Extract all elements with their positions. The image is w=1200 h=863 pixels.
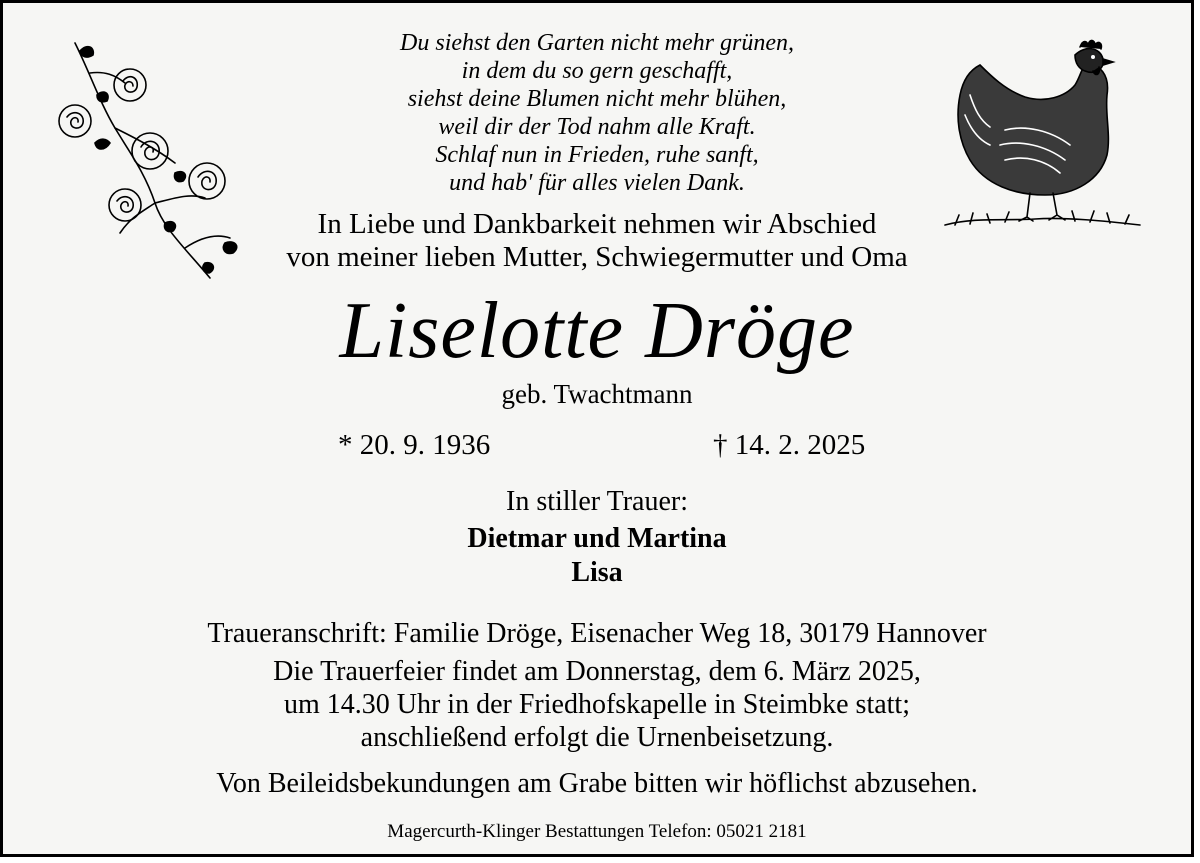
- memorial-poem: [3, 29, 1191, 197]
- ceremony-line-3: anschließend erfolgt die Urnenbeisetzung.: [360, 722, 834, 753]
- mourners-line-2: Lisa: [571, 557, 623, 588]
- mourners-line-1: Dietmar und Martina: [467, 523, 727, 554]
- birth-name: geb. Twachtmann: [501, 379, 693, 409]
- death-date: † 14. 2. 2025: [713, 429, 866, 461]
- intro-line-1: In Liebe und Dankbarkeit nehmen wir Abschied: [317, 208, 877, 240]
- poem-line: und hab' für alles vielen Dank.: [449, 170, 745, 196]
- poem-line: in dem du so gern geschafft,: [461, 58, 733, 84]
- ceremony-line-1: Die Trauerfeier findet am Donnerstag, dem 6. März 2025,: [273, 656, 921, 687]
- farewell-intro: [3, 208, 1191, 274]
- condolence-request: Von Beileidsbekundungen am Grabe bitten wir höflichst abzusehen.: [216, 768, 978, 799]
- poem-line: Du siehst den Garten nicht mehr grünen,: [400, 30, 794, 56]
- ceremony-line-2: um 14.30 Uhr in der Friedhofskapelle in Steimbke statt;: [283, 689, 910, 720]
- poem-line: siehst deine Blumen nicht mehr blühen,: [407, 86, 787, 112]
- ceremony-info: [3, 655, 1191, 754]
- intro-line-2: von meiner lieben Mutter, Schwiegermutter und Oma: [286, 241, 908, 273]
- birth-date: * 20. 9. 1936: [338, 429, 491, 461]
- mourning-label: In stiller Trauer:: [506, 486, 688, 517]
- mourning-address: Traueranschrift: Familie Dröge, Eisenacher Weg 18, 30179 Hannover: [207, 618, 987, 649]
- poem-line: Schlaf nun in Frieden, ruhe sanft,: [435, 142, 759, 168]
- funeral-home-footer: Magercurth-Klinger Bestattungen Telefon: 05021 2181: [387, 821, 807, 842]
- deceased-name: Liselotte Dröge: [339, 287, 855, 375]
- mourners-list: [3, 522, 1191, 590]
- poem-line: weil dir der Tod nahm alle Kraft.: [438, 114, 756, 140]
